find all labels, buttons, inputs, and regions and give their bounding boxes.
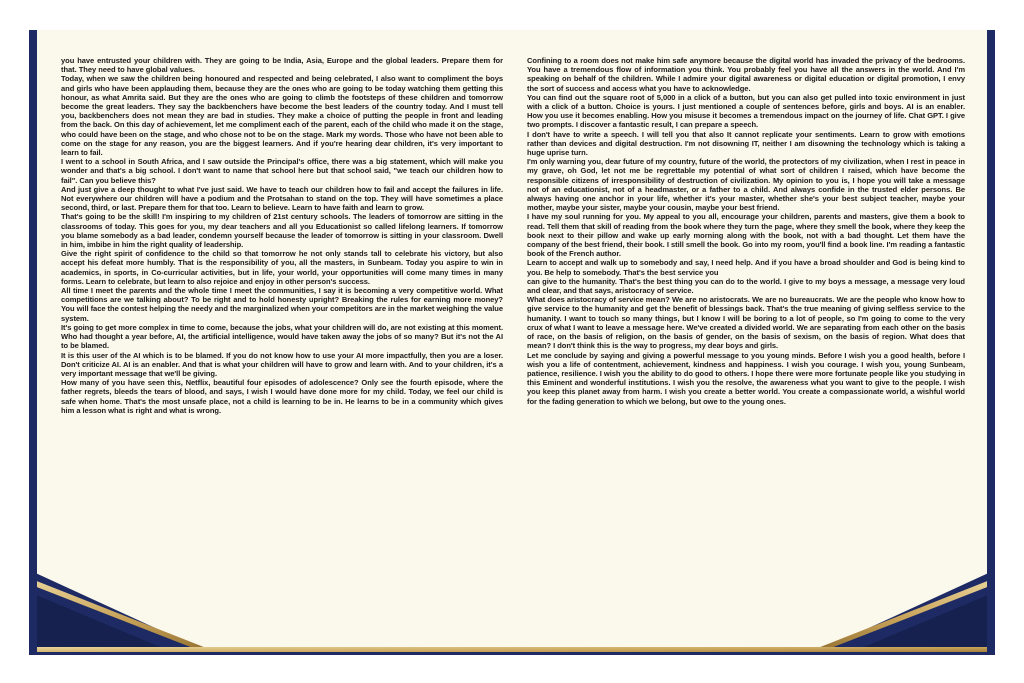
right-navy-border [987, 30, 995, 655]
paragraph: It's going to get more complex in time to come, because the jobs, what your children will do, are not existing at this moment. Who had thought a year before, AI, the artificial intelligence, would have taken away the jobs of so many? But it's not the AI to be blamed. [61, 322, 503, 351]
paragraph: I don't have to write a speech. I will tell you that also It cannot replicate your sentiments. Learn to grow with emotions rather than devices and digital destruction. I'm not disowning IT, neither I am disowning the technology which is taking a huge uprise turn. [527, 129, 965, 158]
paragraph: Let me conclude by saying and giving a powerful message to you young minds. Before I wish you a good health, before I wish you a life of contentment, achievement, kindness and happiness. I wish you courage. I wish you, young Sunbeam, patience, resilience. I wish you the ability to do good to others. I hope there were more fortunate people like you studying in this Eminent and wonderful institutions. I wish you the resolve, the awareness what you want to give to the people. I wish you keep this planet away from harm. I wish you create a better world. You create a compassionate world, a wishful world for the fading generation to which we belong, but owe to the young ones. [527, 350, 965, 406]
left-column [61, 56, 503, 415]
right-column [527, 56, 965, 406]
paragraph: Confining to a room does not make him safe anymore because the digital world has invaded the privacy of the bedrooms. You have a tremendous flow of information you think. You probably feel you have all the answers in the world. And I'm speaking on behalf of the children. While I admire your digital awareness or digital education or digital promotion, I envy the sort of success and access what you have to acknowledge. [527, 56, 965, 93]
left-navy-border [29, 30, 37, 655]
paragraph: I have my soul running for you. My appeal to you all, encourage your children, parents and masters, give them a book to read. Tell them that skill of reading from the book where they turn the page, where they smell the book, where they keep the book next to their pillow and wake up early morning along with the book, not with a bad thought. Let them have the company of the best friend, their book. I still smell the book. Go into my room, you'll find a book line. I'm reading a fantastic book of the French author. [527, 212, 965, 259]
paragraph: And just give a deep thought to what I've just said. We have to teach our children how to fail and accept the failures in life. Not everywhere our children will have a podium and the Protsahan to stand on the top. They will have sometimes a place second, third, or last. Prepare them for that too. Learn to believe. Learn to have faith and learn to grow. [61, 184, 503, 213]
paragraph: you have entrusted your children with. They are going to be India, Asia, Europe and the global leaders. Prepare them for that. They need to have global values. [61, 56, 503, 75]
paragraph: How many of you have seen this, Netflix, beautiful four episodes of adolescence? Only see the fourth episode, where the father regrets, bleeds the tears of blood, and says, I wish I would have done more for my child. Today, we feel our child is safe when home. That's the most unsafe place, not a child is learning to be in. He learns to be in a community which gives him a lesson what is right and what is wrong. [61, 378, 503, 415]
article-page [29, 30, 995, 655]
paragraph: Learn to accept and walk up to somebody and say, I need help. And if you have a broad shoulder and God is being kind to you. Be help to somebody. That's the best service you [527, 258, 965, 277]
decorative-footer-shape [29, 570, 995, 655]
paragraph: What does aristocracy of service mean? We are no aristocrats. We are no bureaucrats. We are the people who know how to give service to the humanity and get the benefit of blessings back. That's the true meaning of giving selfless service to the humanity. I want to touch so many things, but I know I will be boring to a lot of people, so I'm going to come to the very crux of what I want to leave a message here. We've created a divided world. We are separating from each other on the basis of race, on the basis of religion, on the basis of gender, on the basis of sexism, on the basis of region. What does that mean? I don't think this is the way to progress, my dear boys and girls. [527, 295, 965, 351]
paragraph: Today, when we saw the children being honoured and respected and being celebrated, I also want to compliment the boys and girls who have been applauding them, because they are the ones who are going to be today watching them getting this honour, as what Amrita said. But they are the ones who are going to climb the footsteps of these children and tomorrow become the great leaders. They say the backbenchers have become the best leaders of the country today. And I must tell you, backbenchers does not mean they are bad in studies. They make a choice of putting the people in front and leading from the back. On this day of achievement, let me compliment each of the parent, each of the child who made it on the stage, who could have been on the stage, and who chose not to be on the stage. Mark my words. Those who have not been able to come on the stage for any reason, you are the biggest learners. And if you're hearing dear children, it's very important to learn to fail. [61, 74, 503, 158]
paragraph: can give to the humanity. That's the best thing you can do to the world. I give to my boys a message, a message very loud and clear, and that says, aristocracy of service. [527, 276, 965, 296]
paragraph: That's going to be the skill! I'm inspiring to my children of 21st century schools. The leaders of tomorrow are sitting in the classrooms of today. This goes for you, my dear teachers and all you Educationist so called lifelong learners. If tomorrow you blame somebody as a bad leader, condemn yourself because the leader of tomorrow is sitting in your classroom. Dwell in him, imbibe in him the right quality of leadership. [61, 212, 503, 250]
paragraph: All time I meet the parents and the whole time I meet the communities, I say it is becoming a very competitive world. What competitions are we talking about? To be right and to hold honesty upright? Breaking the rules for earning more money? You will face the contest helping the needy and the marginalized when your competitors are in the market weighing the value system. [61, 286, 503, 323]
paragraph: It is this user of the AI which is to be blamed. If you do not know how to use your AI more impactfully, then you are a loser. Don't criticize AI. AI is an enabler. And that is what your children will have to grow and learn with. And to your children, it's a very important message that we'll be giving. [61, 350, 503, 378]
paragraph: You can find out the square root of 5,000 in a click of a button, but you can also get pulled into toxic environment in just with a click of a button. Choice is yours. I just mentioned a couple of sentences before, girls and boys. AI is an enabler. How you use it becomes enabling. How you misuse it becomes a tremendous impact on the journey of life. Chat GPT. I give two prompts. I discover a fantastic result, I can prepare a speech. [527, 92, 965, 130]
paragraph: I'm only warning you, dear future of my country, future of the world, the protectors of my civilization, when I rest in peace in my grave, oh God, let not me be regrettable my potential of what sort of children I raised, which have become the responsible citizens of irresponsibility of destruction of civilization. My opinion to you is, I hope you will take a message not of an educationist, not of a headmaster, or a father to a child. And always confide in the trusted elder persons. Be always having one anchor in your life, whether it's your master, whether she's your best subject teacher, maybe your mother, maybe your sister, maybe your cousin, maybe your best friend. [527, 157, 965, 213]
paragraph: Give the right spirit of confidence to the child so that tomorrow he not only stands tall to celebrate his victory, but also accept his defeat more humbly. That is the responsibility of you, all the masters, in Sunbeam. Today you aspire to win in academics, in sports, in Co-curricular activities, but in life, your world, your opportunities will come many times in many forms. Learn to celebrate, but learn to also rejoice and enjoy in other person's success. [61, 249, 503, 286]
paragraph: I went to a school in South Africa, and I saw outside the Principal's office, there was a big statement, which will make you wonder and that's a big school. I don't want to name that school here but that school said, "we teach our children how to fail". Can you believe this? [61, 157, 503, 185]
